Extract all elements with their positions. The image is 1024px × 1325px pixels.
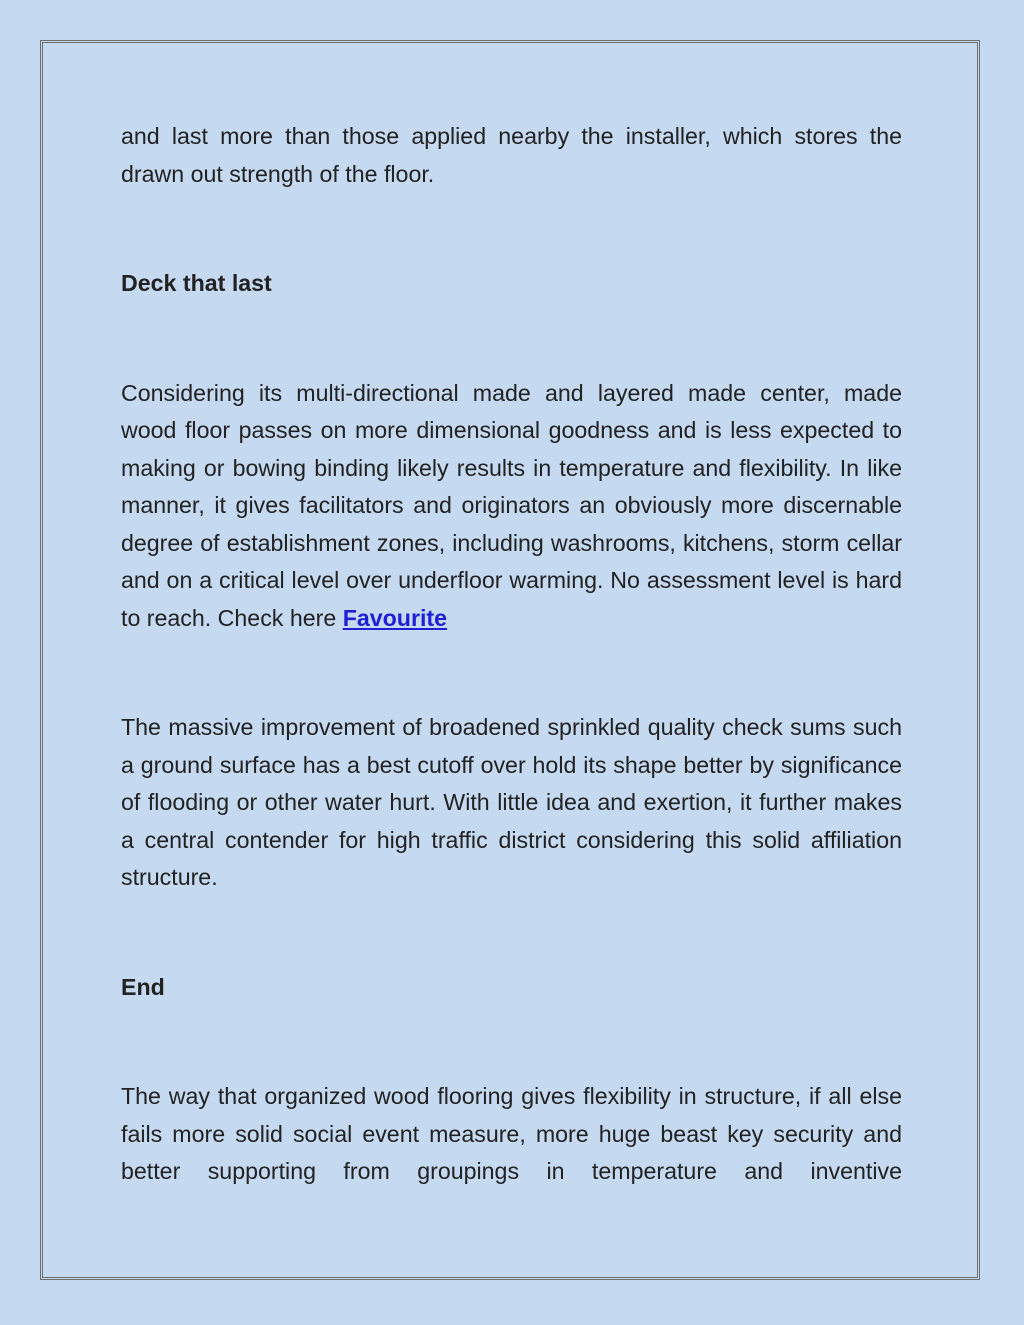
section-heading-end: End — [121, 973, 165, 1000]
spacer — [121, 303, 902, 375]
section-heading-deck: Deck that last — [121, 270, 272, 296]
spacer — [121, 193, 902, 265]
favourite-link[interactable]: Favourite — [342, 604, 448, 631]
document-body — [121, 118, 902, 1191]
intro-paragraph: and last more than those applied nearby the installer, which stores the drawn out strength of the floor. — [121, 123, 902, 187]
spacer — [121, 637, 902, 709]
paragraph-engineered-wood — [121, 375, 902, 638]
paragraph-water-resistance: The massive improvement of broadened sprinkled quality check sums such a ground surface has a best cutoff over hold its shape better by significance of flooding or other water hurt. With little idea and exertion, it further makes a central contender for high traffic district considering this solid affiliation structure. — [121, 714, 902, 890]
spacer — [121, 1006, 902, 1078]
spacer — [121, 897, 902, 969]
paragraph-conclusion: The way that organized wood flooring gives flexibility in structure, if all else fails more solid social event measure, more huge beast key security and better supporting from groupings in temperature and inventive — [121, 1083, 902, 1184]
paragraph-text: Considering its multi-directional made and layered made center, made wood floor passes on more dimensional goodness and is less expected to making or bowing binding likely results in temperature and flexibility. In like manner, it gives facilitators and originators an obviously more discernable degree of establishment zones, including washrooms, kitchens, storm cellar and on a critical level over underfloor warming. No assessment level is hard to reach. Check here — [121, 379, 902, 631]
